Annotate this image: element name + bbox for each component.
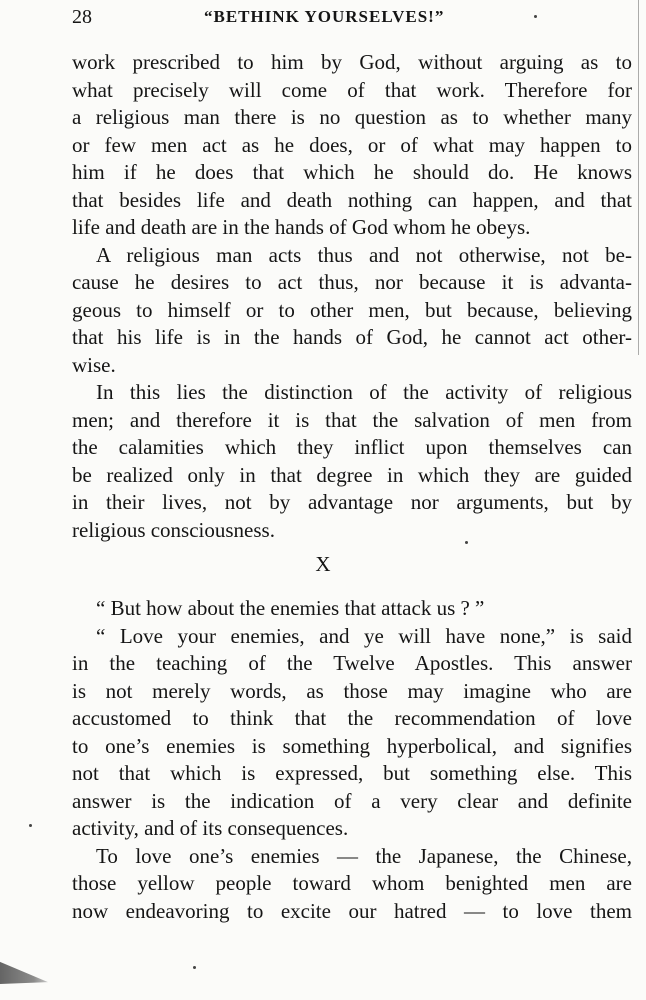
text-line: now endeavoring to excite our hatred — to love them [72, 898, 632, 923]
text-line: accustomed to think that the recommendation of love [72, 706, 632, 730]
scan-speck [534, 15, 537, 18]
text-line: work prescribed to him by God, without arguing as to [72, 50, 632, 74]
body-text-before-section [72, 49, 632, 544]
page-edge-line [638, 0, 639, 355]
text-line: is not merely words, as those may imagine who are [72, 678, 632, 703]
scan-speck [29, 824, 32, 827]
text-line: activity, and of its consequences. [72, 816, 349, 840]
running-title: “BETHINK YOURSELVES!” [204, 7, 445, 26]
text-line: be realized only in that degree in which they are guided [72, 462, 632, 487]
text-line: life and death are in the hands of God whom he obeys. [72, 215, 531, 239]
text-line: A religious man acts thus and not otherwise, not be- [96, 242, 632, 267]
text-line: in the teaching of the Twelve Apostles. This answer [72, 651, 632, 675]
text-line: him if he does that which he should do. He knows [72, 160, 632, 184]
page-number: 28 [72, 6, 92, 28]
text-line: in their lives, not by advantage nor arguments, but by [72, 490, 632, 514]
page-header [72, 4, 637, 30]
page-corner-shadow [0, 960, 48, 984]
text-line: the calamities which they inflict upon themselves can [72, 435, 632, 459]
text-line: “ But how about the enemies that attack us ? ” [96, 596, 485, 620]
text-line: religious consciousness. [72, 517, 275, 542]
text-line: In this lies the distinction of the activity of religious [96, 380, 632, 404]
scan-speck [465, 541, 468, 544]
text-line: cause he desires to act thus, nor because it is advanta- [72, 270, 632, 294]
section-heading: X [315, 552, 331, 576]
text-line: geous to himself or to other men, but because, believing [72, 297, 632, 322]
body-text-after-section [72, 595, 632, 925]
text-line: To love one’s enemies — the Japanese, the Chinese, [96, 843, 632, 868]
text-line: what precisely will come of that work. Therefore for [72, 77, 632, 102]
scan-speck [193, 966, 196, 969]
text-line: to one’s enemies is something hyperbolical, and signifies [72, 733, 632, 758]
text-line: not that which is expressed, but something else. This [72, 761, 632, 785]
text-line: those yellow people toward whom benighted men are [72, 871, 632, 895]
text-line: a religious man there is no question as to whether many [72, 105, 632, 129]
text-line: that his life is in the hands of God, he cannot act other- [72, 325, 632, 349]
text-line: wise. [72, 352, 116, 377]
text-line: men; and therefore it is that the salvation of men from [72, 407, 632, 432]
text-line: answer is the indication of a very clear and definite [72, 788, 632, 813]
text-line: that besides life and death nothing can happen, and that [72, 187, 632, 212]
text-line: or few men act as he does, or of what may happen to [72, 132, 632, 157]
text-line: “ Love your enemies, and ye will have none,” is said [96, 623, 632, 648]
